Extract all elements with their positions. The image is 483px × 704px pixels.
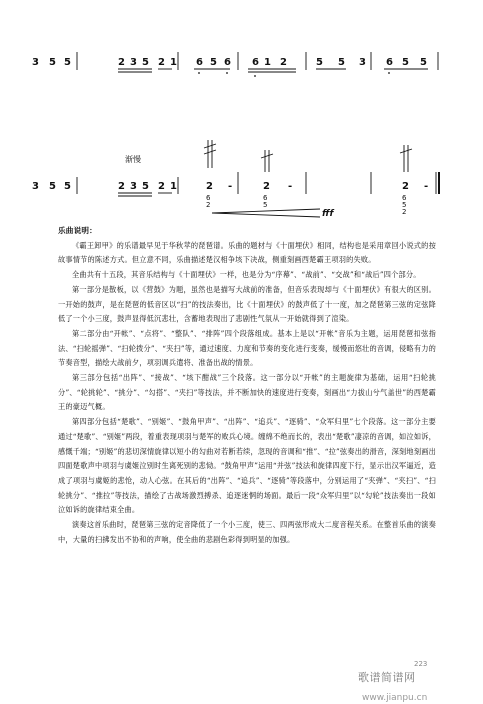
svg-text:6: 6: [224, 57, 231, 68]
svg-text:6: 6: [196, 57, 203, 68]
svg-text:3: 3: [130, 57, 137, 68]
watermark-url: www.jianpu.cn: [362, 693, 428, 703]
svg-text:-: -: [228, 181, 233, 192]
svg-text:5: 5: [142, 181, 149, 192]
score-row-2: [32, 181, 428, 192]
svg-text:2: 2: [263, 181, 270, 192]
svg-text:3: 3: [130, 181, 137, 192]
paragraph: 第二部分由“开帐”、“点将”、“整队”、“排阵”四个段落组成。基本上是以“开帐”音乐为主题，运用琵琶扣弦指法、“扫轮摇弹”、“扫轮拨分”、“夹扫”等，通过速度、力度和节奏的变化进行变奏，缓慢而悠壮的音调，侵略有力的节奏音型，描绘大战前夕，项羽调兵遣将、准备出战的情景。: [58, 328, 436, 368]
svg-text:2: 2: [402, 208, 407, 216]
paragraph: 第一部分是散板，以《营鼓》为题，虽然也是描写大战前的准备，但音乐表现却与《十面埋伏》有很大的区别。一开始的鼓声，是在琵琶的低音区以“扫”的技法奏出，比《十面埋伏》的鼓声低了十一度，加之琵琶第三弦的定弦降低了一个小三度，鼓声显得低沉悲壮，含蓄地表现出了悲剧性气氛从一开始就得到了渲染。: [58, 284, 436, 324]
paragraph: 第四部分包括“楚歌”、“别姬”、“鼓角甲声”、“出阵”、“追兵”、“逐骑”、“众军归里”七个段落。这一部分主要通过“楚歌”、“别姬”两段，着重表现项羽与楚军的败兵心境。缠绵不绝而长的，表出“楚歌”凄凉的音调，如泣如诉，感慨千端；“别姬”的悲切深情旋律以短小的勾曲对若断若续，忽现的音调和“推”、“拉”弦奏出的滑音，深刻地刻画出四面楚歌声中项羽与虞姬泣别时生离死别的悲恸。“鼓角甲声”运用“并弦”技法和旋律四度下行，显示出汉军逼近，造成了项羽与虞姬的悲怆，动人心弦。在其后的“出阵”、“追兵”、“逐骑”等段落中，分别运用了“夹弹”、“夹扫”、“扫轮挑分”、“推拉”等技法，描绘了古战场激烈搏杀、追逐迷惘的场面。最后一段“众军归里”以“勾轮”技法奏出一段如泣如诉的旋律结束全曲。: [58, 417, 436, 515]
page-number: 223: [414, 660, 428, 668]
svg-text:5: 5: [64, 181, 71, 192]
svg-text:-: -: [424, 181, 429, 192]
svg-text:6: 6: [402, 194, 407, 202]
svg-text:5: 5: [49, 181, 56, 192]
svg-text:5: 5: [316, 57, 323, 68]
svg-text:5: 5: [402, 201, 407, 209]
svg-text:1: 1: [170, 181, 177, 192]
watermark-text: 歌谱简谱网: [358, 671, 416, 684]
svg-text:2: 2: [206, 201, 211, 209]
svg-text:5: 5: [64, 57, 71, 68]
svg-text:2: 2: [118, 57, 125, 68]
svg-text:3: 3: [32, 57, 39, 68]
svg-text:5: 5: [338, 57, 345, 68]
svg-text:1: 1: [264, 57, 271, 68]
svg-text:6: 6: [386, 57, 393, 68]
svg-text:2: 2: [158, 181, 165, 192]
paragraph: 《霸王卸甲》的乐谱最早见于华秋苹的琵琶谱。乐曲的题材与《十面埋伏》相同，结构也是采用章回小说式的按故事情节的陈述方式。但立意不同，乐曲描述楚汉相争垓下决战，侧重刻画西楚霸王项羽的失败。: [58, 240, 436, 265]
svg-text:6: 6: [263, 194, 268, 202]
paragraph: 全曲共有十五段，其音乐结构与《十面埋伏》一样，也是分为“序幕”、“战前”、“交战”和“战后”四个部分。: [72, 270, 421, 280]
svg-text:3: 3: [359, 57, 366, 68]
watermark: [358, 666, 480, 703]
section-heading: 乐曲说明：: [58, 226, 97, 235]
score-row-1: [32, 57, 427, 68]
svg-text:6: 6: [252, 57, 259, 68]
paragraph: 演奏这首乐曲时，琵琶第三弦的定音降低了一个小三度，使三、四两弦形成大二度音程关系。在整首乐曲的演奏中，大量的扫拂发出不协和的声响，使全曲的悲剧色彩得到明显的加强。: [58, 520, 436, 544]
svg-text:3: 3: [32, 181, 39, 192]
svg-text:5: 5: [420, 57, 427, 68]
dynamic-mark: fff: [322, 209, 334, 219]
svg-text:-: -: [288, 181, 293, 192]
article: [58, 224, 436, 547]
svg-text:5: 5: [142, 57, 149, 68]
svg-text:2: 2: [158, 57, 165, 68]
svg-text:1: 1: [170, 57, 177, 68]
svg-text:6: 6: [206, 194, 211, 202]
paragraph: 第三部分包括“出阵”、“接战”、“垓下酣战”三个段落。这一部分以“开帐”的主题旋律为基础，运用“扫轮挑分”、“轮挑轮”、“挑分”、“勾搭”、“夹扫”等技法，并不断加快的速度进行变奏，刻画出“力拔山兮气盖世”的西楚霸王的豪迈气概。: [58, 373, 436, 412]
svg-text:5: 5: [210, 57, 217, 68]
svg-text:5: 5: [49, 57, 56, 68]
svg-text:5: 5: [402, 57, 409, 68]
svg-text:2: 2: [118, 181, 125, 192]
svg-text:2: 2: [402, 181, 409, 192]
tempo-mark: 渐慢: [125, 155, 141, 164]
svg-text:2: 2: [206, 181, 213, 192]
svg-text:5: 5: [263, 201, 268, 209]
svg-text:2: 2: [280, 57, 287, 68]
music-score: [0, 0, 483, 224]
